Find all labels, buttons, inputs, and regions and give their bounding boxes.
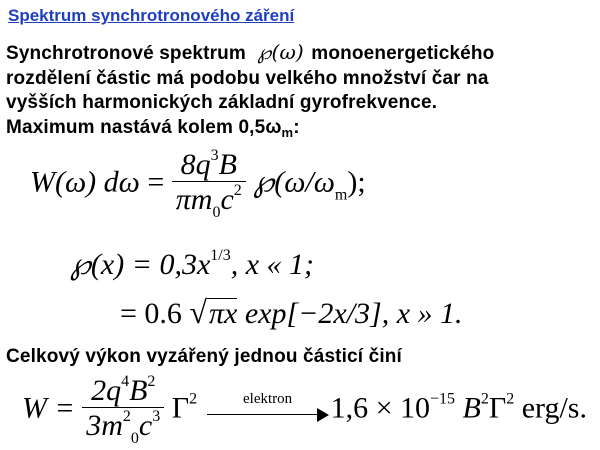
eq1-den-sub: 0 bbox=[212, 204, 221, 221]
arrow-shaft bbox=[207, 414, 319, 415]
eq1-den-b: c bbox=[220, 183, 234, 216]
eq3-sqrt-arg: πx bbox=[208, 297, 238, 330]
eq3-b: exp[−2x/3], x » 1. bbox=[244, 297, 463, 330]
power-heading: Celkový výkon vyzářený jednou částicí činí bbox=[6, 346, 402, 367]
eq4-num-b: B bbox=[129, 374, 148, 407]
eq4-result-sup3: 2 bbox=[506, 390, 515, 408]
eq1-numerator bbox=[172, 148, 246, 181]
para-line-4-sub: m bbox=[281, 124, 294, 140]
para-line-1 bbox=[6, 40, 596, 67]
eq4-result-b: B bbox=[462, 391, 481, 425]
eq4-den-sup: 2 bbox=[122, 408, 131, 425]
eq2-sup: 1/3 bbox=[210, 247, 231, 264]
eq2-cond: , x « 1; bbox=[230, 248, 315, 281]
eq4-num-sup1: 4 bbox=[121, 373, 130, 390]
eq1-den-a: πm bbox=[175, 183, 213, 216]
spectrum-symbol: ℘(ω) bbox=[257, 40, 304, 64]
para-line-1a: Synchrotronové spektrum bbox=[6, 43, 246, 64]
para-line-3: vyšších harmonických základní gyrofrekvence. bbox=[6, 92, 438, 113]
eq4-den-sub: 0 bbox=[130, 430, 139, 447]
eq1-rhs-end: ); bbox=[347, 165, 366, 199]
para-line-4b: : bbox=[293, 116, 300, 138]
eq2-lhs: ℘(x) = 0,3x bbox=[70, 248, 211, 281]
eq4-unit: erg/s. bbox=[521, 391, 587, 425]
eq1-num-sup: 3 bbox=[210, 147, 219, 164]
eq4-denominator bbox=[82, 407, 164, 447]
eq4-num-sup2: 2 bbox=[147, 373, 156, 390]
eq1-denominator bbox=[172, 181, 246, 221]
eq1-lhs: W(ω) dω bbox=[30, 165, 140, 199]
eq4-result-g: Γ bbox=[488, 391, 507, 425]
eq4-num-a: 2q bbox=[91, 374, 122, 407]
equation-spectrum bbox=[30, 148, 366, 221]
para-line-4 bbox=[6, 116, 596, 146]
equation-power bbox=[22, 374, 587, 447]
eq4-den-b: c bbox=[138, 409, 153, 442]
para-line-4a: Maximum nastává kolem 0,5ω bbox=[6, 116, 282, 138]
arrow-label: elektron bbox=[243, 390, 293, 407]
right-arrow-icon bbox=[207, 390, 329, 426]
eq1-den-sup: 2 bbox=[233, 182, 242, 199]
equation-small-x bbox=[70, 248, 314, 280]
sqrt-icon: √ bbox=[189, 294, 207, 330]
equation-large-x bbox=[120, 296, 463, 329]
eq4-gamma: Γ bbox=[171, 391, 190, 425]
eq4-lhs: W = bbox=[22, 391, 75, 425]
para-line-1b: monoenergetického bbox=[311, 43, 495, 64]
eq3-sqrt bbox=[207, 298, 237, 329]
eq4-den-sup2: 3 bbox=[152, 408, 161, 425]
eq4-gamma-sup: 2 bbox=[189, 390, 198, 408]
para-line-2: rozdělení částic má podobu velkého množství čar na bbox=[6, 67, 489, 89]
eq4-result-sup: −15 bbox=[430, 390, 456, 408]
intro-paragraph bbox=[6, 40, 596, 145]
eq1-fraction bbox=[172, 148, 246, 221]
page-title: Spektrum synchrotronového záření bbox=[8, 6, 295, 25]
eq4-result: 1,6 × 10 bbox=[330, 391, 430, 425]
arrow-head bbox=[317, 408, 329, 422]
eq4-fraction bbox=[82, 374, 164, 447]
eq4-den-a: 3m bbox=[86, 409, 123, 442]
eq4-result-sup2: 2 bbox=[480, 390, 489, 408]
eq3-a: = 0.6 bbox=[120, 297, 182, 330]
eq4-numerator bbox=[82, 374, 164, 407]
eq1-num-a: 8q bbox=[180, 148, 211, 181]
eq1-rhs: ℘(ω/ω bbox=[253, 165, 335, 199]
eq1-equals: = bbox=[147, 165, 165, 199]
eq1-num-b: B bbox=[218, 148, 237, 181]
eq1-rhs-sub: m bbox=[334, 186, 348, 204]
